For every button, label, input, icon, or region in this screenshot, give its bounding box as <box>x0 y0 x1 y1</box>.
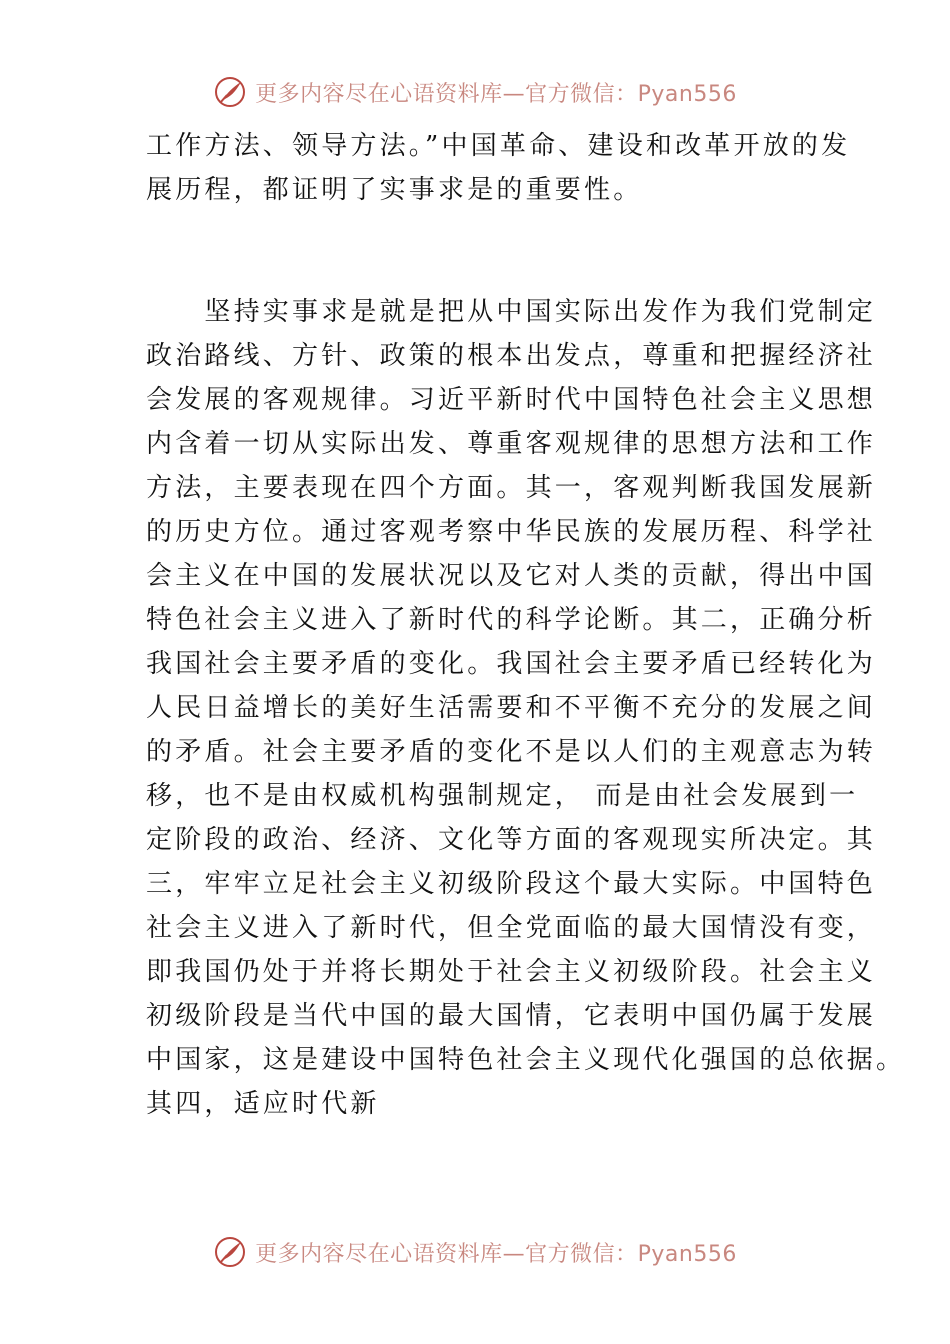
text-line: 中国家，这是建设中国特色社会主义现代化强国的总依据。 <box>146 1045 906 1075</box>
paragraph-2 <box>146 290 906 1126</box>
text-line: 工作方法、领导方法。”中国革命、建设和改革开放的发 <box>146 131 851 161</box>
watermark-text: 更多内容尽在心语资料库—官方微信：Pyan556 <box>255 81 737 107</box>
text-line: 其四，适应时代新 <box>146 1089 380 1119</box>
watermark-text: 更多内容尽在心语资料库—官方微信：Pyan556 <box>255 1241 737 1267</box>
header-watermark <box>0 72 950 112</box>
text-line: 特色社会主义进入了新时代的科学论断。其二，正确分析 <box>146 605 877 635</box>
text-line: 的矛盾。社会主要矛盾的变化不是以人们的主观意志为转 <box>146 737 877 767</box>
footer-watermark <box>0 1232 950 1272</box>
text-line: 我国社会主要矛盾的变化。我国社会主要矛盾已经转化为 <box>146 649 877 679</box>
paragraph-1 <box>146 124 851 212</box>
text-line: 的历史方位。通过客观考察中华民族的发展历程、科学社 <box>146 517 877 547</box>
text-line: 即我国仍处于并将长期处于社会主义初级阶段。社会主义 <box>146 957 877 987</box>
text-line: 会发展的客观规律。习近平新时代中国特色社会主义思想 <box>146 385 877 415</box>
text-line: 会主义在中国的发展状况以及它对人类的贡献，得出中国 <box>146 561 877 591</box>
text-line: 初级阶段是当代中国的最大国情，它表明中国仍属于发展 <box>146 1001 877 1031</box>
text-line: 方法，主要表现在四个方面。其一，客观判断我国发展新 <box>146 473 877 503</box>
text-line: 内含着一切从实际出发、尊重客观规律的思想方法和工作 <box>146 429 877 459</box>
text-line: 社会主义进入了新时代，但全党面临的最大国情没有变， <box>146 913 877 943</box>
text-line: 三，牢牢立足社会主义初级阶段这个最大实际。中国特色 <box>146 869 877 899</box>
text-line: 展历程，都证明了实事求是的重要性。 <box>146 175 643 205</box>
text-line: 移，也不是由权威机构强制规定， 而是由社会发展到一 <box>146 781 859 811</box>
feather-logo-icon <box>213 75 247 109</box>
text-line: 政治路线、方针、政策的根本出发点，尊重和把握经济社 <box>146 341 877 371</box>
document-body <box>146 124 906 1126</box>
feather-logo-icon <box>213 1235 247 1269</box>
text-line: 人民日益增长的美好生活需要和不平衡不充分的发展之间 <box>146 693 877 723</box>
text-line: 定阶段的政治、经济、文化等方面的客观现实所决定。其 <box>146 825 877 855</box>
text-line: 坚持实事求是就是把从中国实际出发作为我们党制定 <box>146 297 877 327</box>
